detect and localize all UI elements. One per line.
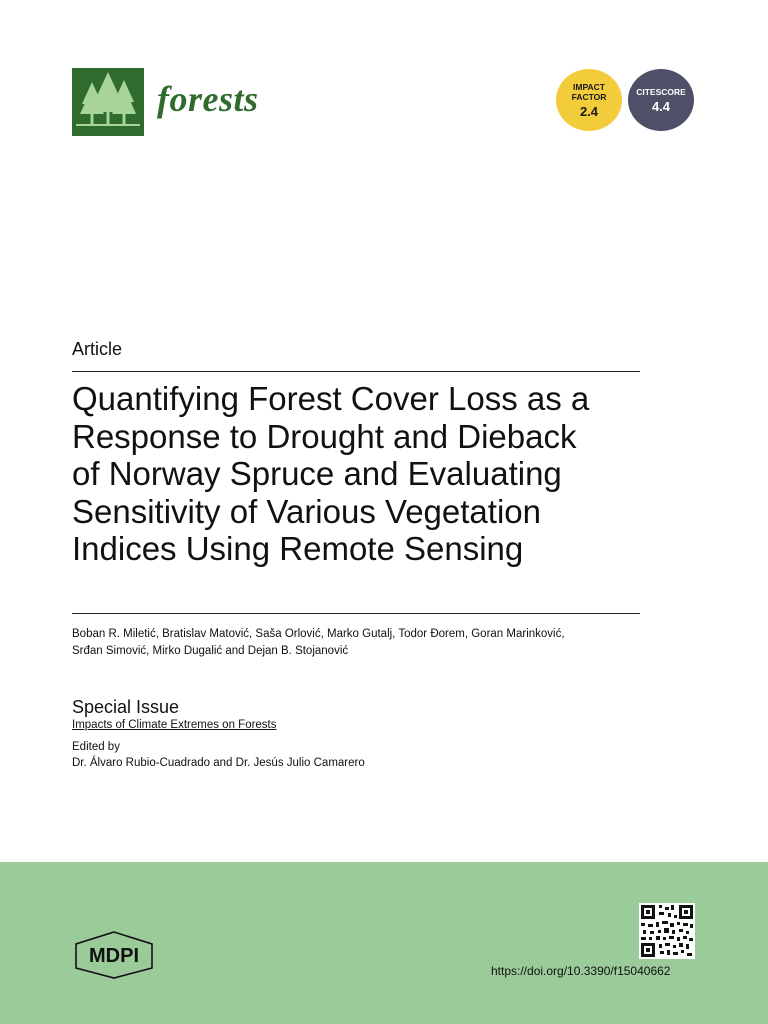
article-title: [72, 380, 672, 568]
author-line: Boban R. Miletić, Bratislav Matović, Saša Orlović, Marko Gutalj, Todor Đorem, Goran Marinković,: [72, 628, 565, 640]
author-line: Srđan Simović, Mirko Dugalić and Dejan B. Stojanović: [72, 645, 349, 657]
mdpi-logo: [72, 930, 156, 980]
title-line: Sensitivity of Various Vegetation: [72, 492, 541, 530]
citescore-value: 4.4: [651, 98, 671, 114]
edited-by-label: Edited by: [72, 741, 120, 753]
journal-name: forests: [157, 79, 259, 119]
impact-factor-label-2: FACTOR: [571, 91, 607, 102]
title-line: of Norway Spruce and Evaluating: [72, 455, 562, 492]
special-issue-link[interactable]: Impacts of Climate Extremes on Forests: [72, 719, 277, 731]
qr-code-icon[interactable]: [639, 903, 695, 959]
special-issue-label: Special Issue: [72, 697, 180, 717]
journal-logo: [72, 68, 144, 136]
author-list: [72, 626, 652, 660]
doi-link[interactable]: https://doi.org/10.3390/f15040662: [491, 964, 671, 978]
article-type: Article: [72, 339, 123, 359]
divider-bottom: [72, 613, 640, 614]
tree-icon: [72, 68, 144, 136]
editors: Dr. Álvaro Rubio-Cuadrado and Dr. Jesús Julio Camarero: [72, 757, 365, 769]
title-line: Indices Using Remote Sensing: [72, 530, 524, 567]
impact-factor-badge[interactable]: [556, 69, 622, 131]
title-line: Quantifying Forest Cover Loss as a: [72, 380, 590, 417]
mdpi-wordmark: MDPI: [89, 945, 139, 967]
impact-factor-label-1: IMPACT: [573, 81, 605, 92]
title-line: Response to Drought and Dieback: [72, 417, 577, 455]
impact-factor-value: 2.4: [579, 103, 599, 119]
divider-top: [72, 371, 640, 372]
citescore-badge[interactable]: [628, 69, 694, 131]
citescore-label: CITESCORE: [636, 86, 686, 97]
